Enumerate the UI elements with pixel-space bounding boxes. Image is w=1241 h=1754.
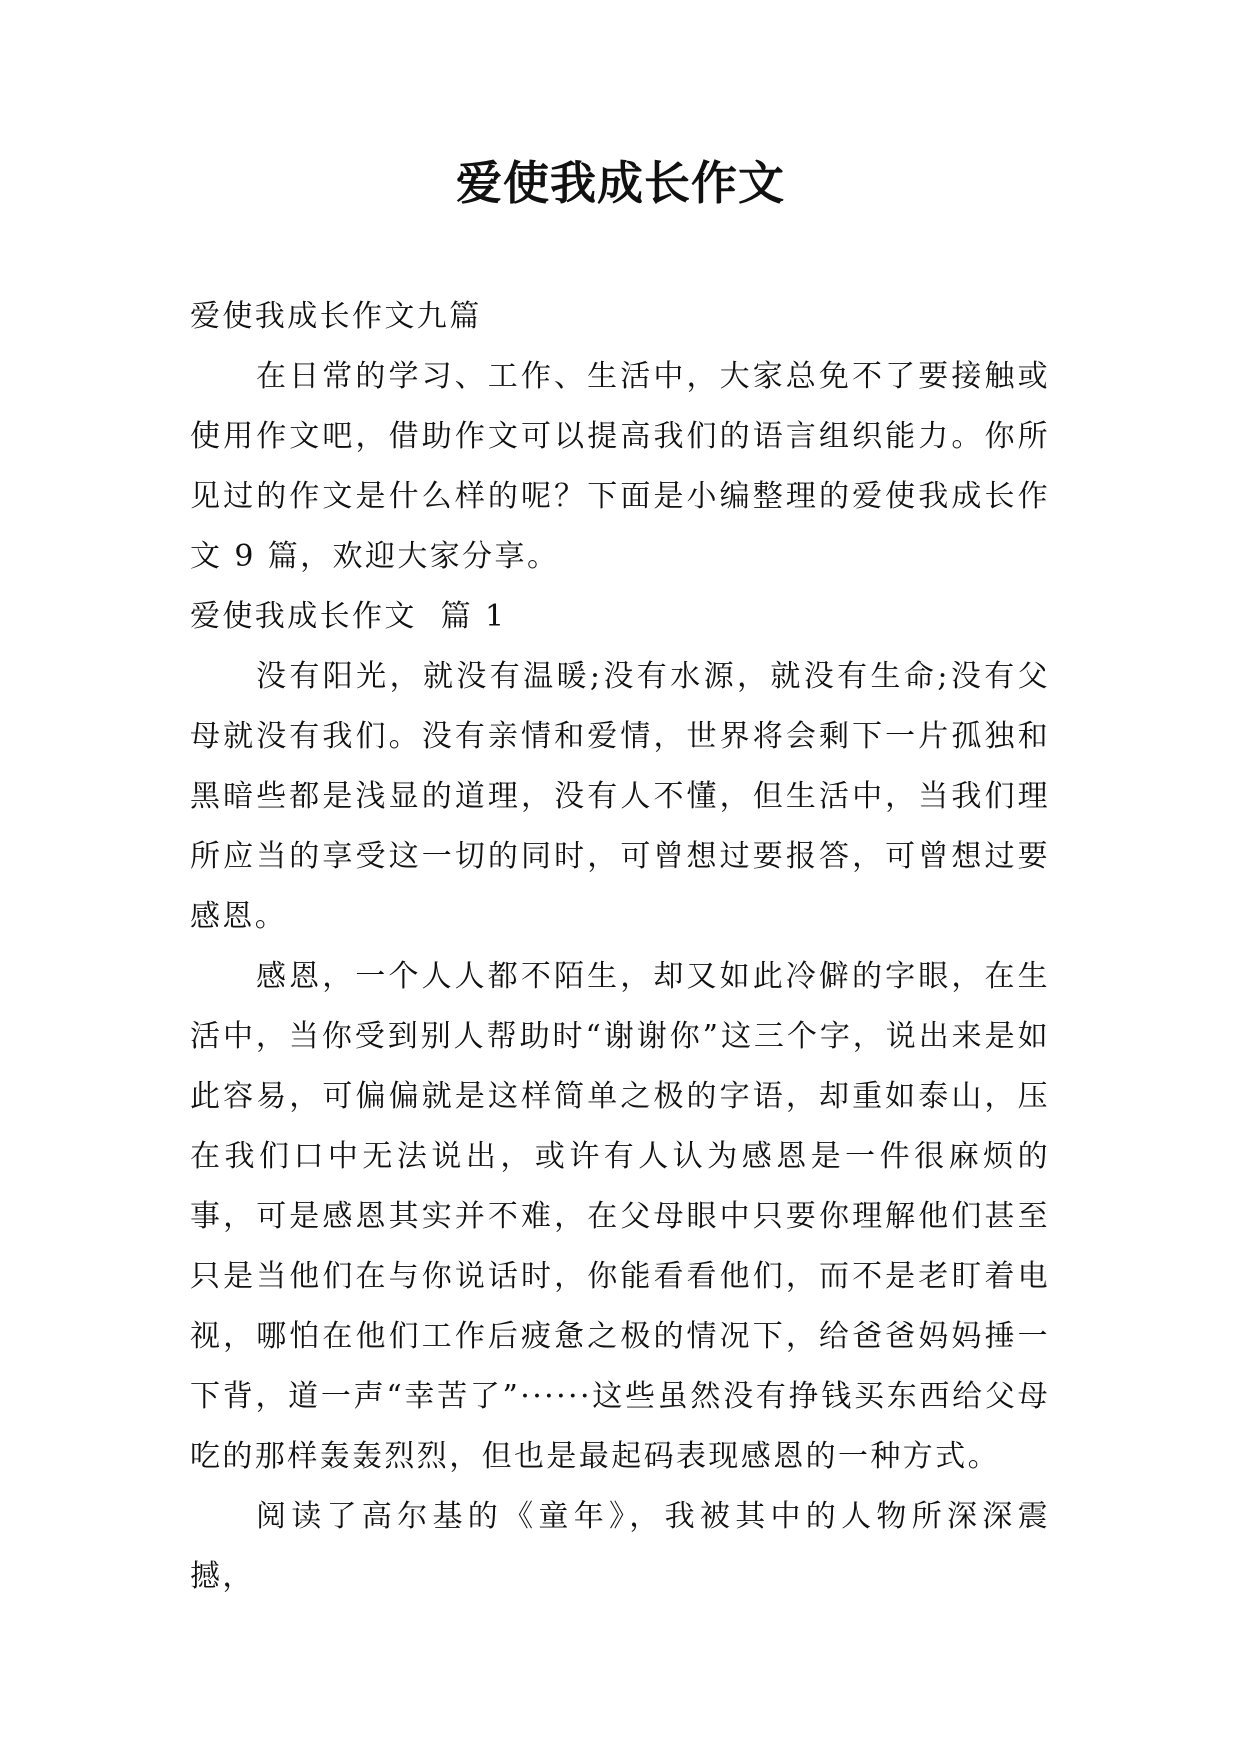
document-body (190, 287, 1050, 1607)
article-subtitle: 爱使我成长作文九篇 (190, 299, 482, 334)
document-title: 爱使我成长作文 (456, 156, 785, 210)
section-heading-1: 爱使我成长作文 篇 1 (190, 599, 507, 634)
body-paragraph-3: 阅读了高尔基的《童年》，我被其中的人物所深深震撼， (190, 1499, 1050, 1594)
body-paragraph-2: 感恩，一个人人都不陌生，却又如此冷僻的字眼，在生活中，当你受到别人帮助时“谢谢你”这三个字，说出来是如此容易，可偏偏就是这样简单之极的字语，却重如泰山，压在我们口中无法说出，或许有人认为感恩是一件很麻烦的事，可是感恩其实并不难，在父母眼中只要你理解他们甚至只是当他们在与你说话时，你能看看他们，而不是老盯着电视，哪怕在他们工作后疲惫之极的情况下，给爸爸妈妈捶一下背，道一声“幸苦了”······这些虽然没有挣钱买东西给父母吃的那样轰轰烈烈，但也是最起码表现感恩的一种方式。 (190, 959, 1050, 1474)
body-paragraph-1: 没有阳光，就没有温暖;没有水源，就没有生命;没有父母就没有我们。没有亲情和爱情，世界将会剩下一片孤独和黑暗些都是浅显的道理，没有人不懂，但生活中，当我们理所应当的享受这一切的同时，可曾想过要报答，可曾想过要感恩。 (190, 659, 1050, 934)
intro-paragraph: 在日常的学习、工作、生活中，大家总免不了要接触或使用作文吧，借助作文可以提高我们的语言组织能力。你所见过的作文是什么样的呢？下面是小编整理的爱使我成长作文 9 篇，欢迎大家分享。 (190, 359, 1050, 574)
